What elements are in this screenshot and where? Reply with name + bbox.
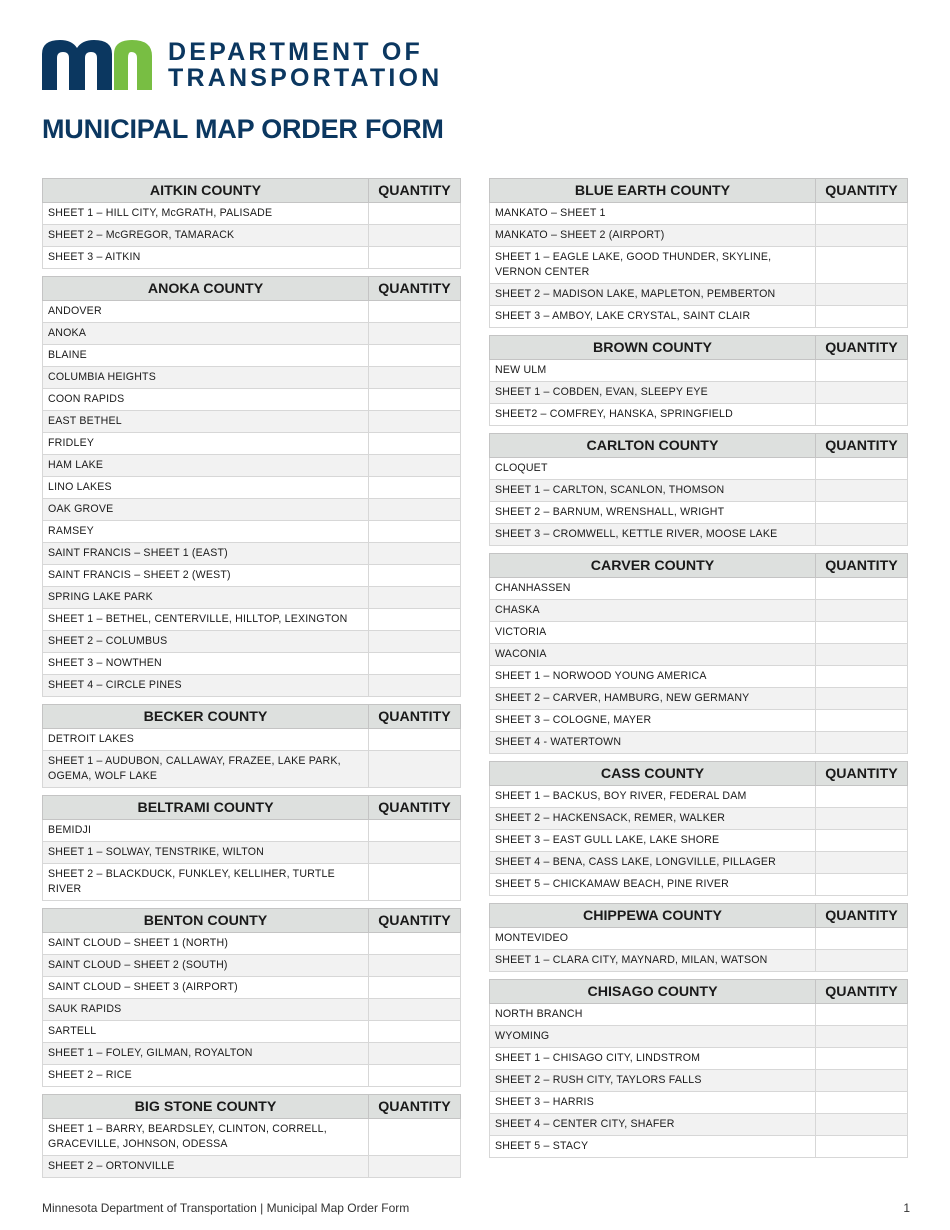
map-sheet-name: ANOKA bbox=[43, 323, 369, 345]
quantity-header: QUANTITY bbox=[816, 179, 908, 203]
map-sheet-name: SHEET 2 – McGREGOR, TAMARACK bbox=[43, 225, 369, 247]
map-sheet-name: MONTEVIDEO bbox=[490, 928, 816, 950]
quantity-field[interactable] bbox=[816, 1048, 908, 1070]
quantity-header: QUANTITY bbox=[369, 277, 461, 301]
county-table-becker-county bbox=[42, 704, 461, 788]
table-row bbox=[490, 710, 908, 732]
map-sheet-name: COON RAPIDS bbox=[43, 389, 369, 411]
county-table-benton-county bbox=[42, 908, 461, 1087]
quantity-field[interactable] bbox=[369, 609, 461, 631]
county-name-header: CHISAGO COUNTY bbox=[490, 980, 816, 1004]
quantity-field[interactable] bbox=[369, 933, 461, 955]
county-table-anoka-county bbox=[42, 276, 461, 697]
quantity-field[interactable] bbox=[816, 600, 908, 622]
map-sheet-name: LINO LAKES bbox=[43, 477, 369, 499]
quantity-field[interactable] bbox=[369, 955, 461, 977]
map-sheet-name: VICTORIA bbox=[490, 622, 816, 644]
quantity-field[interactable] bbox=[816, 1004, 908, 1026]
map-sheet-name: SHEET2 – COMFREY, HANSKA, SPRINGFIELD bbox=[490, 404, 816, 426]
quantity-field[interactable] bbox=[816, 360, 908, 382]
map-sheet-name: SHEET 1 – BARRY, BEARDSLEY, CLINTON, CORRELL, GRACEVILLE, JOHNSON, ODESSA bbox=[43, 1119, 369, 1156]
right-column bbox=[489, 178, 908, 1165]
map-sheet-name: EAST BETHEL bbox=[43, 411, 369, 433]
quantity-field[interactable] bbox=[369, 521, 461, 543]
map-sheet-name: SHEET 1 – NORWOOD YOUNG AMERICA bbox=[490, 666, 816, 688]
table-row bbox=[490, 786, 908, 808]
quantity-field[interactable] bbox=[816, 732, 908, 754]
county-table-blue-earth-county bbox=[489, 178, 908, 328]
quantity-field[interactable] bbox=[369, 653, 461, 675]
table-row bbox=[490, 688, 908, 710]
county-table-beltrami-county bbox=[42, 795, 461, 901]
table-row bbox=[43, 521, 461, 543]
map-sheet-name: SAINT CLOUD – SHEET 3 (AIRPORT) bbox=[43, 977, 369, 999]
map-sheet-name: SHEET 1 – HILL CITY, McGRATH, PALISADE bbox=[43, 203, 369, 225]
county-table-brown-county bbox=[489, 335, 908, 426]
quantity-field[interactable] bbox=[369, 499, 461, 521]
table-row bbox=[43, 301, 461, 323]
quantity-field[interactable] bbox=[369, 323, 461, 345]
map-sheet-name: SHEET 1 – FOLEY, GILMAN, ROYALTON bbox=[43, 1043, 369, 1065]
page-title: MUNICIPAL MAP ORDER FORM bbox=[42, 114, 444, 144]
map-sheet-name: OAK GROVE bbox=[43, 499, 369, 521]
quantity-field[interactable] bbox=[816, 382, 908, 404]
county-name-header: BIG STONE COUNTY bbox=[43, 1095, 369, 1119]
quantity-field[interactable] bbox=[369, 1119, 461, 1156]
table-row bbox=[490, 644, 908, 666]
table-row bbox=[43, 609, 461, 631]
quantity-field[interactable] bbox=[369, 675, 461, 697]
table-row bbox=[490, 578, 908, 600]
map-sheet-name: SHEET 3 – CROMWELL, KETTLE RIVER, MOOSE LAKE bbox=[490, 524, 816, 546]
map-sheet-name: CHASKA bbox=[490, 600, 816, 622]
map-sheet-name: SHEET 1 – BACKUS, BOY RIVER, FEDERAL DAM bbox=[490, 786, 816, 808]
quantity-field[interactable] bbox=[816, 1070, 908, 1092]
map-sheet-name: SHEET 4 – CIRCLE PINES bbox=[43, 675, 369, 697]
quantity-field[interactable] bbox=[369, 477, 461, 499]
quantity-field[interactable] bbox=[369, 1065, 461, 1087]
quantity-header: QUANTITY bbox=[816, 904, 908, 928]
map-sheet-name: SHEET 1 – SOLWAY, TENSTRIKE, WILTON bbox=[43, 842, 369, 864]
map-sheet-name: SHEET 1 – BETHEL, CENTERVILLE, HILLTOP, LEXINGTON bbox=[43, 609, 369, 631]
map-sheet-name: SHEET 1 – AUDUBON, CALLAWAY, FRAZEE, LAKE PARK, OGEMA, WOLF LAKE bbox=[43, 751, 369, 788]
footer-text: Minnesota Department of Transportation | Municipal Map Order Form bbox=[42, 1201, 410, 1215]
quantity-header: QUANTITY bbox=[816, 434, 908, 458]
quantity-field[interactable] bbox=[369, 433, 461, 455]
table-row bbox=[43, 587, 461, 609]
quantity-header: QUANTITY bbox=[369, 179, 461, 203]
quantity-field[interactable] bbox=[816, 666, 908, 688]
county-table-carlton-county bbox=[489, 433, 908, 546]
map-sheet-name: COLUMBIA HEIGHTS bbox=[43, 367, 369, 389]
table-row bbox=[43, 367, 461, 389]
table-row bbox=[490, 225, 908, 247]
quantity-field[interactable] bbox=[369, 631, 461, 653]
table-row bbox=[490, 666, 908, 688]
map-sheet-name: WYOMING bbox=[490, 1026, 816, 1048]
map-sheet-name: SHEET 1 – CARLTON, SCANLON, THOMSON bbox=[490, 480, 816, 502]
map-sheet-name: SHEET 2 – RUSH CITY, TAYLORS FALLS bbox=[490, 1070, 816, 1092]
table-row bbox=[490, 382, 908, 404]
table-row bbox=[490, 1048, 908, 1070]
map-sheet-name: BLAINE bbox=[43, 345, 369, 367]
quantity-field[interactable] bbox=[816, 480, 908, 502]
map-sheet-name: SHEET 3 – AITKIN bbox=[43, 247, 369, 269]
quantity-header: QUANTITY bbox=[369, 1095, 461, 1119]
table-row bbox=[43, 999, 461, 1021]
mndot-logo bbox=[42, 40, 154, 90]
left-column bbox=[42, 178, 461, 1185]
table-row bbox=[43, 1021, 461, 1043]
quantity-field[interactable] bbox=[816, 928, 908, 950]
logo-wordmark bbox=[168, 39, 442, 91]
quantity-field[interactable] bbox=[369, 455, 461, 477]
quantity-header: QUANTITY bbox=[369, 705, 461, 729]
quantity-field[interactable] bbox=[816, 808, 908, 830]
table-row bbox=[43, 247, 461, 269]
county-name-header: CARLTON COUNTY bbox=[490, 434, 816, 458]
table-row bbox=[43, 477, 461, 499]
table-row bbox=[490, 950, 908, 972]
table-row bbox=[490, 732, 908, 754]
county-name-header: BROWN COUNTY bbox=[490, 336, 816, 360]
table-row bbox=[43, 411, 461, 433]
map-sheet-name: SARTELL bbox=[43, 1021, 369, 1043]
table-row bbox=[43, 842, 461, 864]
quantity-field[interactable] bbox=[816, 874, 908, 896]
quantity-field[interactable] bbox=[369, 1021, 461, 1043]
county-name-header: BENTON COUNTY bbox=[43, 909, 369, 933]
table-row bbox=[43, 323, 461, 345]
map-sheet-name: SHEET 2 – BLACKDUCK, FUNKLEY, KELLIHER, TURTLE RIVER bbox=[43, 864, 369, 901]
map-sheet-name: SHEET 3 – EAST GULL LAKE, LAKE SHORE bbox=[490, 830, 816, 852]
logo-m-shape bbox=[42, 40, 112, 90]
table-row bbox=[490, 404, 908, 426]
map-sheet-name: SHEET 2 – HACKENSACK, REMER, WALKER bbox=[490, 808, 816, 830]
table-row bbox=[43, 955, 461, 977]
quantity-field[interactable] bbox=[816, 950, 908, 972]
map-sheet-name: HAM LAKE bbox=[43, 455, 369, 477]
table-row bbox=[490, 502, 908, 524]
table-row bbox=[490, 852, 908, 874]
table-row bbox=[490, 1004, 908, 1026]
table-row bbox=[490, 1114, 908, 1136]
map-sheet-name: SHEET 2 – RICE bbox=[43, 1065, 369, 1087]
quantity-field[interactable] bbox=[369, 587, 461, 609]
quantity-field[interactable] bbox=[816, 524, 908, 546]
quantity-field[interactable] bbox=[816, 225, 908, 247]
map-sheet-name: MANKATO – SHEET 1 bbox=[490, 203, 816, 225]
map-sheet-name: SHEET 2 – COLUMBUS bbox=[43, 631, 369, 653]
map-sheet-name: SHEET 5 – CHICKAMAW BEACH, PINE RIVER bbox=[490, 874, 816, 896]
map-sheet-name: SHEET 3 – NOWTHEN bbox=[43, 653, 369, 675]
table-row bbox=[43, 225, 461, 247]
table-row bbox=[43, 1119, 461, 1156]
county-table-chippewa-county bbox=[489, 903, 908, 972]
table-row bbox=[43, 653, 461, 675]
table-row bbox=[490, 1026, 908, 1048]
map-sheet-name: NORTH BRANCH bbox=[490, 1004, 816, 1026]
map-sheet-name: SPRING LAKE PARK bbox=[43, 587, 369, 609]
quantity-field[interactable] bbox=[816, 458, 908, 480]
county-name-header: AITKIN COUNTY bbox=[43, 179, 369, 203]
table-row bbox=[43, 933, 461, 955]
table-row bbox=[43, 499, 461, 521]
table-row bbox=[490, 874, 908, 896]
county-name-header: ANOKA COUNTY bbox=[43, 277, 369, 301]
quantity-field[interactable] bbox=[369, 999, 461, 1021]
map-sheet-name: SAINT CLOUD – SHEET 2 (SOUTH) bbox=[43, 955, 369, 977]
map-sheet-name: FRIDLEY bbox=[43, 433, 369, 455]
quantity-field[interactable] bbox=[816, 578, 908, 600]
county-name-header: CHIPPEWA COUNTY bbox=[490, 904, 816, 928]
table-row bbox=[490, 524, 908, 546]
quantity-field[interactable] bbox=[369, 751, 461, 788]
table-row bbox=[43, 729, 461, 751]
table-row bbox=[43, 977, 461, 999]
table-row bbox=[43, 675, 461, 697]
quantity-header: QUANTITY bbox=[816, 336, 908, 360]
table-row bbox=[43, 543, 461, 565]
map-sheet-name: NEW ULM bbox=[490, 360, 816, 382]
quantity-field[interactable] bbox=[369, 864, 461, 901]
county-table-cass-county bbox=[489, 761, 908, 896]
quantity-field[interactable] bbox=[369, 842, 461, 864]
quantity-field[interactable] bbox=[369, 820, 461, 842]
quantity-field[interactable] bbox=[369, 247, 461, 269]
map-sheet-name: SHEET 4 – CENTER CITY, SHAFER bbox=[490, 1114, 816, 1136]
map-sheet-name: MANKATO – SHEET 2 (AIRPORT) bbox=[490, 225, 816, 247]
county-name-header: BLUE EARTH COUNTY bbox=[490, 179, 816, 203]
table-row bbox=[490, 284, 908, 306]
map-sheet-name: SAINT FRANCIS – SHEET 2 (WEST) bbox=[43, 565, 369, 587]
quantity-field[interactable] bbox=[816, 710, 908, 732]
logo-line-1: DEPARTMENT OF bbox=[168, 38, 424, 66]
table-row bbox=[490, 247, 908, 284]
quantity-field[interactable] bbox=[816, 1026, 908, 1048]
table-row bbox=[43, 203, 461, 225]
quantity-field[interactable] bbox=[816, 1136, 908, 1158]
quantity-field[interactable] bbox=[816, 644, 908, 666]
table-row bbox=[43, 820, 461, 842]
map-sheet-name: SHEET 1 – CLARA CITY, MAYNARD, MILAN, WATSON bbox=[490, 950, 816, 972]
county-name-header: CASS COUNTY bbox=[490, 762, 816, 786]
table-row bbox=[490, 830, 908, 852]
table-row bbox=[490, 203, 908, 225]
table-row bbox=[490, 928, 908, 950]
quantity-field[interactable] bbox=[369, 345, 461, 367]
map-sheet-name: SAINT FRANCIS – SHEET 1 (EAST) bbox=[43, 543, 369, 565]
map-sheet-name: SHEET 4 – BENA, CASS LAKE, LONGVILLE, PILLAGER bbox=[490, 852, 816, 874]
table-row bbox=[490, 622, 908, 644]
quantity-field[interactable] bbox=[816, 502, 908, 524]
table-row bbox=[490, 1070, 908, 1092]
page-number: 1 bbox=[903, 1201, 910, 1215]
map-sheet-name: ANDOVER bbox=[43, 301, 369, 323]
quantity-field[interactable] bbox=[816, 830, 908, 852]
quantity-field[interactable] bbox=[816, 247, 908, 284]
quantity-header: QUANTITY bbox=[816, 762, 908, 786]
map-sheet-name: SHEET 1 – COBDEN, EVAN, SLEEPY EYE bbox=[490, 382, 816, 404]
map-sheet-name: SAUK RAPIDS bbox=[43, 999, 369, 1021]
map-sheet-name: SHEET 3 – AMBOY, LAKE CRYSTAL, SAINT CLAIR bbox=[490, 306, 816, 328]
quantity-field[interactable] bbox=[369, 225, 461, 247]
quantity-field[interactable] bbox=[369, 203, 461, 225]
map-sheet-name: SHEET 2 – BARNUM, WRENSHALL, WRIGHT bbox=[490, 502, 816, 524]
quantity-field[interactable] bbox=[369, 729, 461, 751]
map-sheet-name: RAMSEY bbox=[43, 521, 369, 543]
map-sheet-name: SHEET 2 – MADISON LAKE, MAPLETON, PEMBERTON bbox=[490, 284, 816, 306]
table-row bbox=[43, 389, 461, 411]
quantity-field[interactable] bbox=[816, 622, 908, 644]
county-table-chisago-county bbox=[489, 979, 908, 1158]
table-row bbox=[43, 1043, 461, 1065]
map-sheet-name: SHEET 5 – STACY bbox=[490, 1136, 816, 1158]
table-row bbox=[43, 1065, 461, 1087]
logo-line-2: TRANSPORTATION bbox=[168, 64, 443, 92]
table-row bbox=[43, 751, 461, 788]
table-row bbox=[43, 565, 461, 587]
county-table-carver-county bbox=[489, 553, 908, 754]
quantity-field[interactable] bbox=[816, 1114, 908, 1136]
table-row bbox=[43, 864, 461, 901]
quantity-header: QUANTITY bbox=[369, 796, 461, 820]
map-sheet-name: CHANHASSEN bbox=[490, 578, 816, 600]
map-sheet-name: SHEET 1 – EAGLE LAKE, GOOD THUNDER, SKYLINE, VERNON CENTER bbox=[490, 247, 816, 284]
county-name-header: BECKER COUNTY bbox=[43, 705, 369, 729]
table-row bbox=[43, 433, 461, 455]
county-name-header: BELTRAMI COUNTY bbox=[43, 796, 369, 820]
quantity-field[interactable] bbox=[369, 411, 461, 433]
county-name-header: CARVER COUNTY bbox=[490, 554, 816, 578]
quantity-field[interactable] bbox=[816, 284, 908, 306]
quantity-field[interactable] bbox=[369, 367, 461, 389]
map-sheet-name: WACONIA bbox=[490, 644, 816, 666]
quantity-field[interactable] bbox=[816, 852, 908, 874]
quantity-header: QUANTITY bbox=[816, 554, 908, 578]
map-sheet-name: SHEET 2 – CARVER, HAMBURG, NEW GERMANY bbox=[490, 688, 816, 710]
quantity-field[interactable] bbox=[816, 1092, 908, 1114]
quantity-field[interactable] bbox=[369, 301, 461, 323]
quantity-field[interactable] bbox=[816, 786, 908, 808]
table-row bbox=[43, 455, 461, 477]
table-row bbox=[490, 808, 908, 830]
county-table-aitkin-county bbox=[42, 178, 461, 269]
quantity-field[interactable] bbox=[816, 203, 908, 225]
table-row bbox=[490, 458, 908, 480]
table-row bbox=[490, 600, 908, 622]
table-row bbox=[490, 480, 908, 502]
map-sheet-name: BEMIDJI bbox=[43, 820, 369, 842]
map-sheet-name: DETROIT LAKES bbox=[43, 729, 369, 751]
table-row bbox=[490, 306, 908, 328]
table-row bbox=[43, 345, 461, 367]
quantity-field[interactable] bbox=[369, 543, 461, 565]
table-row bbox=[490, 1136, 908, 1158]
quantity-field[interactable] bbox=[816, 404, 908, 426]
quantity-field[interactable] bbox=[369, 565, 461, 587]
quantity-field[interactable] bbox=[816, 306, 908, 328]
logo-n-shape bbox=[114, 40, 152, 90]
table-row bbox=[490, 360, 908, 382]
map-sheet-name: SHEET 4 - WATERTOWN bbox=[490, 732, 816, 754]
quantity-field[interactable] bbox=[816, 688, 908, 710]
quantity-header: QUANTITY bbox=[816, 980, 908, 1004]
map-sheet-name: CLOQUET bbox=[490, 458, 816, 480]
map-sheet-name: SHEET 1 – CHISAGO CITY, LINDSTROM bbox=[490, 1048, 816, 1070]
quantity-field[interactable] bbox=[369, 977, 461, 999]
quantity-field[interactable] bbox=[369, 389, 461, 411]
quantity-field[interactable] bbox=[369, 1156, 461, 1178]
table-row bbox=[43, 1156, 461, 1178]
map-sheet-name: SHEET 2 – ORTONVILLE bbox=[43, 1156, 369, 1178]
table-row bbox=[43, 631, 461, 653]
quantity-header: QUANTITY bbox=[369, 909, 461, 933]
quantity-field[interactable] bbox=[369, 1043, 461, 1065]
map-sheet-name: SAINT CLOUD – SHEET 1 (NORTH) bbox=[43, 933, 369, 955]
county-table-big-stone-county bbox=[42, 1094, 461, 1178]
map-sheet-name: SHEET 3 – HARRIS bbox=[490, 1092, 816, 1114]
map-sheet-name: SHEET 3 – COLOGNE, MAYER bbox=[490, 710, 816, 732]
table-row bbox=[490, 1092, 908, 1114]
